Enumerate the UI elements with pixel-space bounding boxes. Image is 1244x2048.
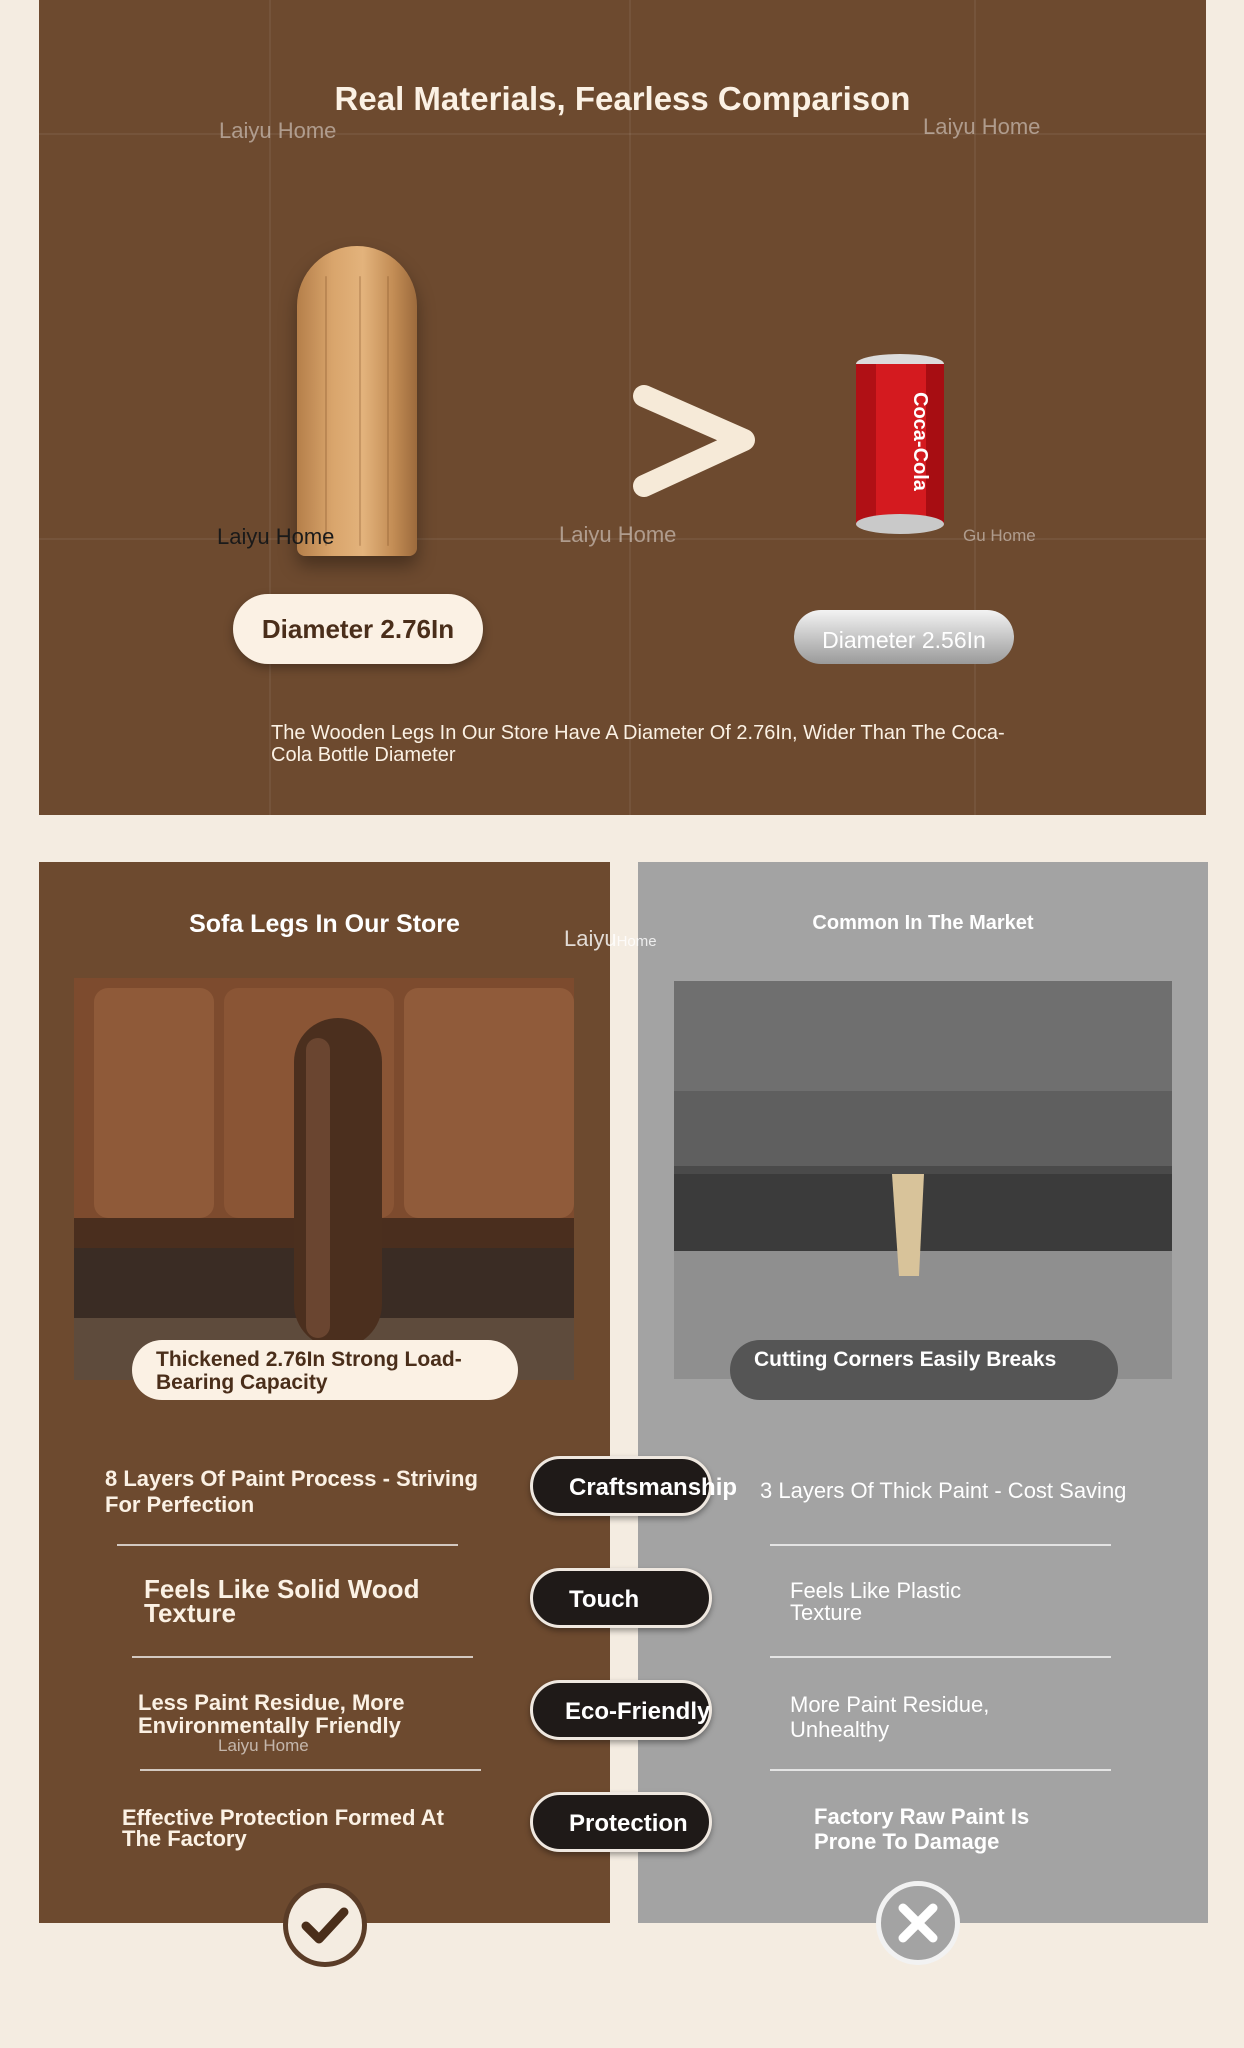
category-protection: Protection	[530, 1792, 712, 1852]
watermark: LaiyuHome	[564, 926, 657, 951]
x-icon	[876, 1881, 960, 1965]
category-eco-friendly: Eco-Friendly	[530, 1680, 712, 1740]
divider	[132, 1656, 473, 1658]
soda-can-image	[848, 352, 953, 542]
right-row-touch: Feels Like Plastic Texture	[790, 1578, 962, 1625]
left-row-eco: Less Paint Residue, More Environmentally Friendly	[138, 1690, 405, 1738]
category-touch: Touch	[530, 1568, 712, 1628]
check-icon	[283, 1883, 367, 1967]
wooden-leg-image	[297, 246, 417, 556]
left-row-protection: Effective Protection Formed At The Factory	[122, 1805, 444, 1851]
market-sofa-leg-photo	[674, 981, 1172, 1379]
divider	[770, 1544, 1111, 1546]
our-sofa-leg-photo	[74, 978, 574, 1380]
market-panel	[638, 862, 1208, 1923]
our-leg-caption: Thickened 2.76In Strong Load-Bearing Capacity	[132, 1340, 518, 1400]
watermark: Laiyu Home	[219, 118, 337, 143]
left-row-touch: Feels Like Solid Wood Texture	[144, 1574, 420, 1628]
watermark: Laiyu Home	[559, 522, 677, 547]
can-label: Coca-Cola	[909, 392, 931, 491]
divider	[770, 1769, 1111, 1771]
market-title: Common In The Market	[812, 912, 1034, 934]
can-diameter-badge: Diameter 2.56In	[794, 610, 1014, 664]
our-store-title: Sofa Legs In Our Store	[189, 910, 460, 938]
left-row-craftsmanship: 8 Layers Of Paint Process - Striving For Perfection	[105, 1466, 478, 1517]
greater-than-icon	[604, 378, 764, 508]
comparison-banner	[39, 0, 1206, 815]
divider	[140, 1769, 481, 1771]
our-store-panel	[39, 862, 610, 1923]
divider	[117, 1544, 458, 1546]
market-leg-caption: Cutting Corners Easily Breaks	[730, 1340, 1118, 1400]
banner-title: Real Materials, Fearless Comparison	[334, 80, 911, 117]
right-row-eco: More Paint Residue, Unhealthy	[790, 1692, 990, 1742]
category-craftsmanship: Craftsmanship	[530, 1456, 712, 1516]
right-row-craftsmanship: 3 Layers Of Thick Paint - Cost Saving	[760, 1478, 1127, 1503]
watermark: Laiyu Home	[923, 114, 1041, 139]
watermark: Laiyu Home	[218, 1736, 309, 1755]
watermark: Gu Home	[963, 526, 1036, 545]
wood-diameter-badge: Diameter 2.76In	[233, 594, 483, 664]
right-row-protection: Factory Raw Paint Is Prone To Damage	[814, 1804, 1030, 1854]
divider	[770, 1656, 1111, 1658]
watermark: Laiyu Home	[217, 524, 335, 549]
comparison-description: The Wooden Legs In Our Store Have A Diameter Of 2.76In, Wider Than The Coca-Cola Bottle Diameter	[271, 722, 1005, 766]
